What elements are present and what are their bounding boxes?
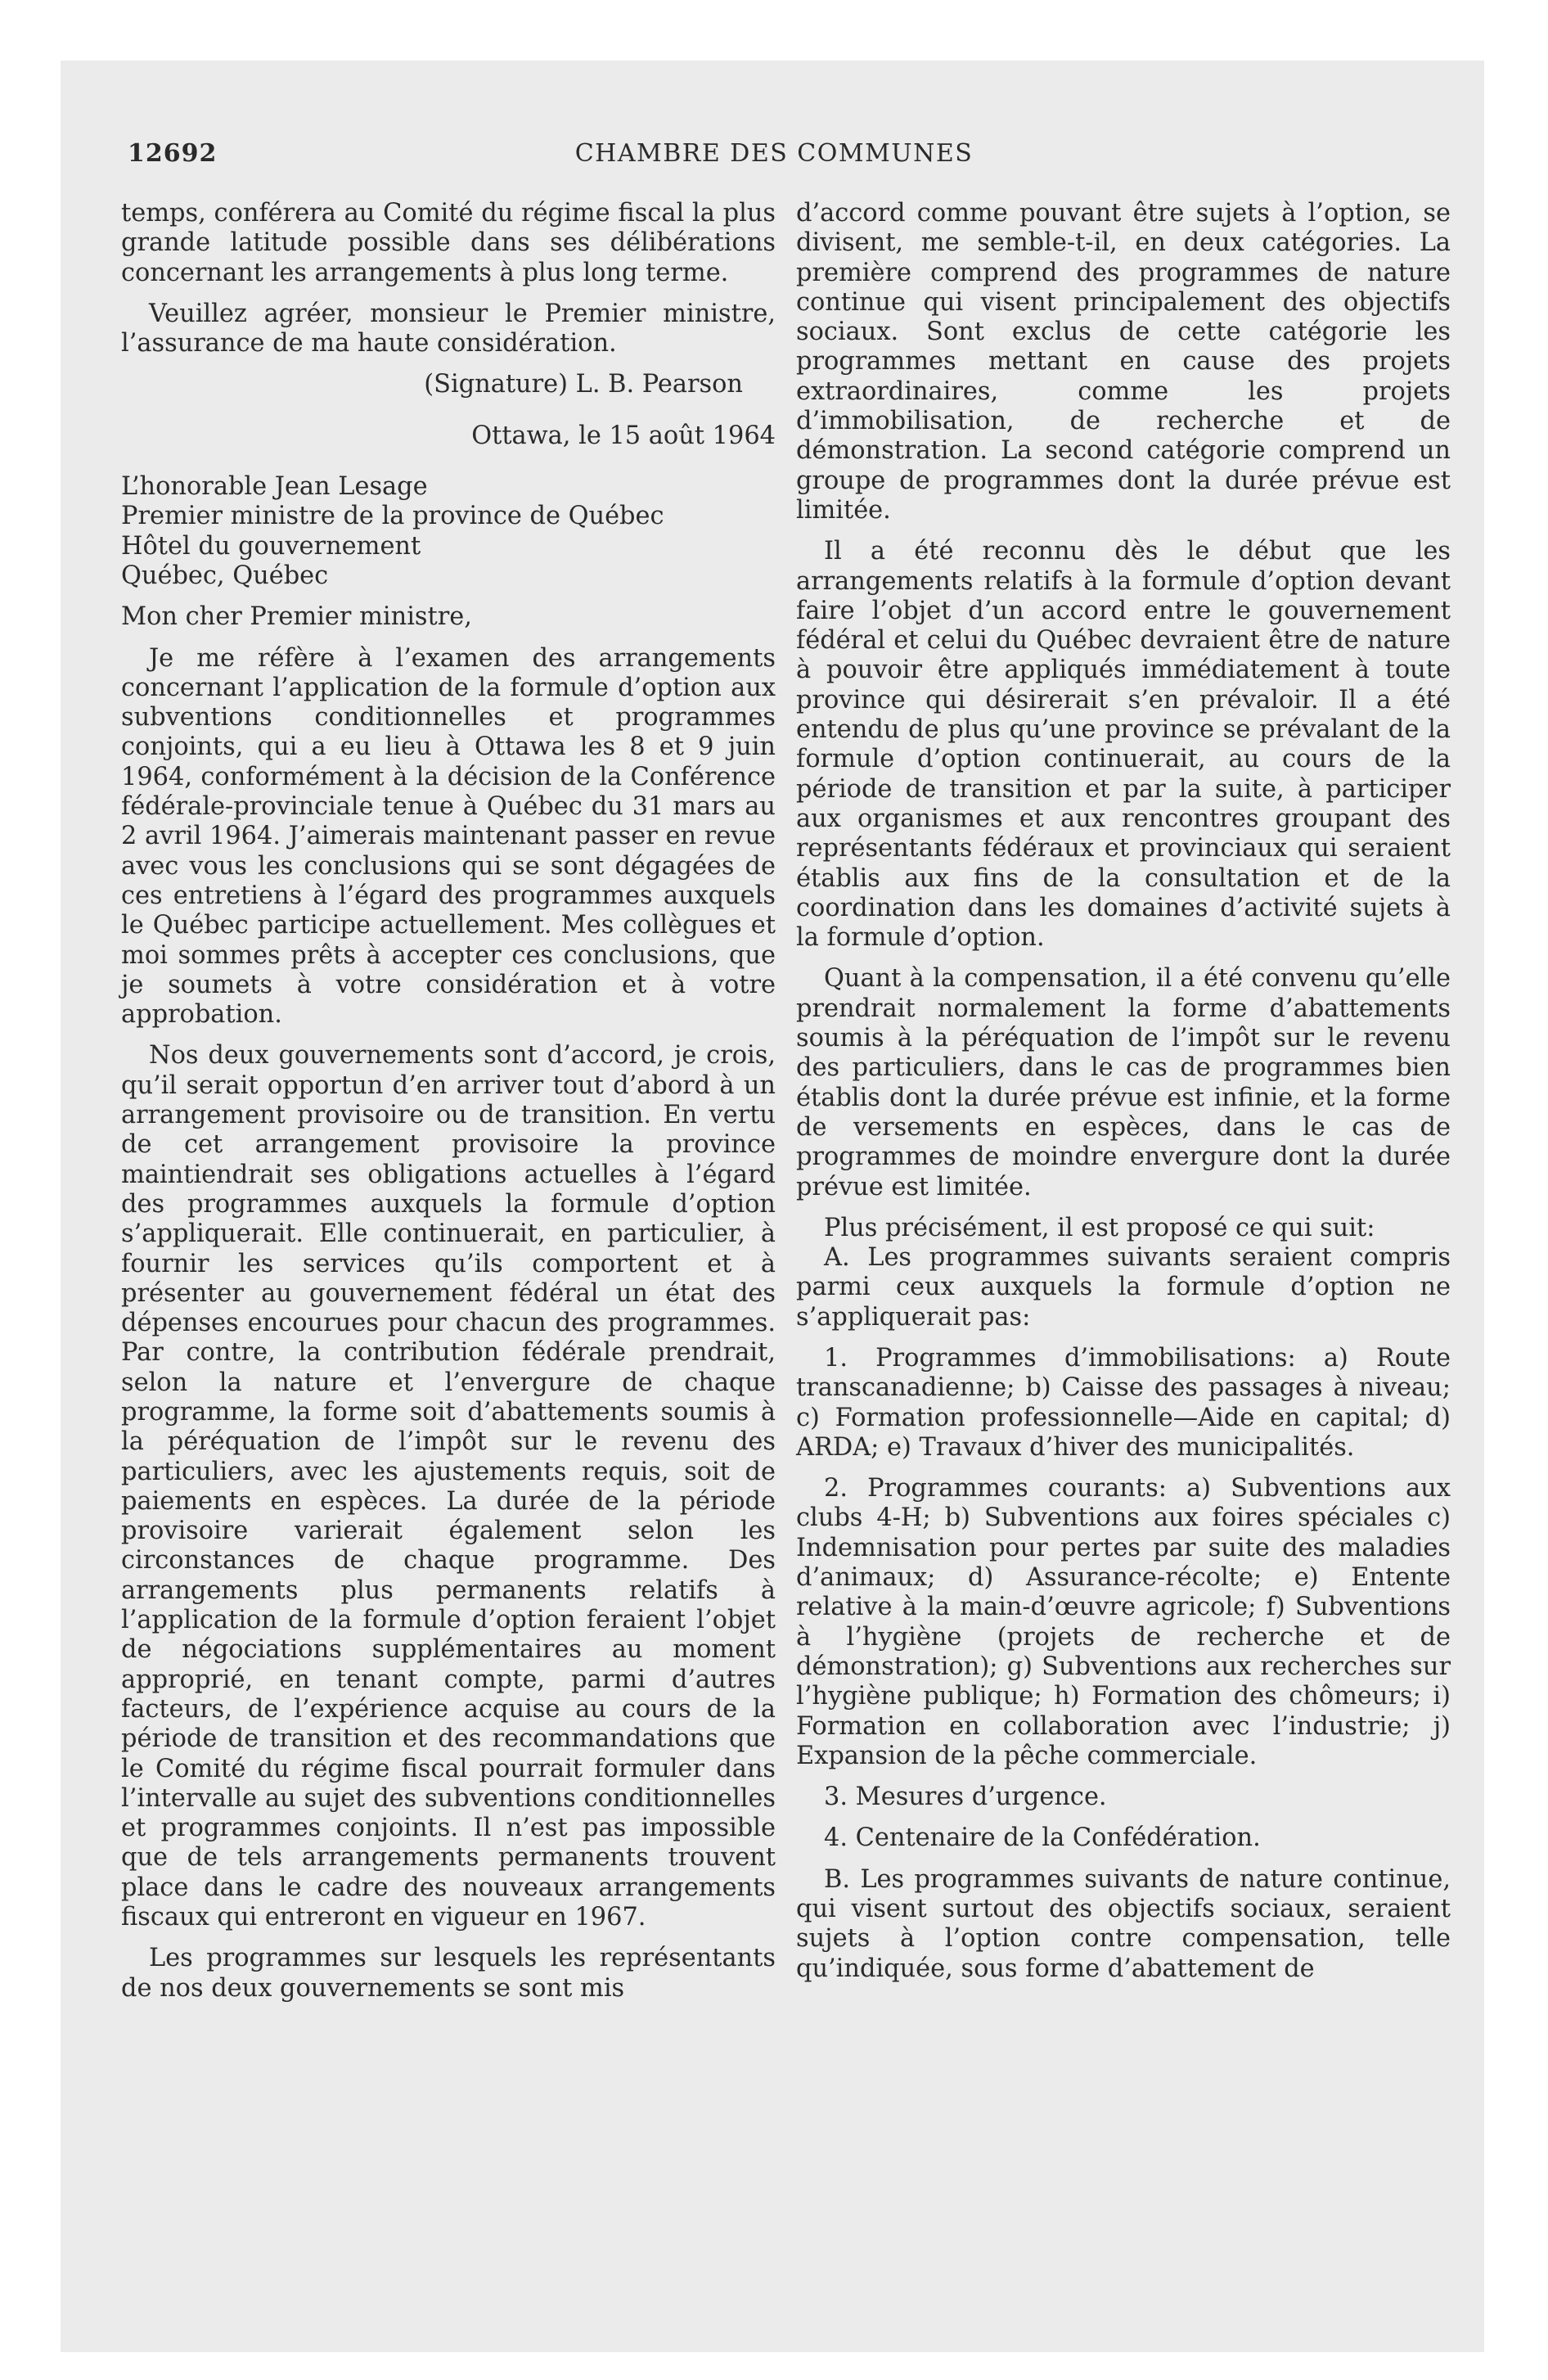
paragraph: temps, conférera au Comité du régime fiscal la plus grande latitude possible dans ses délibérations concernant les arrangements à plus long terme. xyxy=(121,199,776,287)
signature: (Signature) L. B. Pearson xyxy=(424,370,743,399)
list-item: 4. Centenaire de la Confédération. xyxy=(824,1823,1261,1853)
paragraph: Les programmes sur lesquels les représentants de nos deux gouvernements se sont mis xyxy=(121,1944,776,2003)
address-line: Hôtel du gouvernement xyxy=(121,531,421,561)
paragraph: Je me réfère à l’examen des arrangements concernant l’application de la formule d’option aux subventions conditionnelles et programmes conjoints, qui a eu lieu à Ottawa les 8 et 9 juin 1964, conformément à la décision de la Conférence fédérale-provinciale tenue à Québec du 31 mars au 2 avril 1964. J’aimerais maintenant passer en revue avec vous les conclusions qui se sont dégagées de ces entretiens à l’égard des programmes auxquels le Québec participe actuellement. Mes collègues et moi sommes prêts à accepter ces conclusions, que je soumets à votre considération et à votre approbation. xyxy=(121,643,776,1030)
paragraph: Il a été reconnu dès le début que les arrangements relatifs à la formule d’option devant faire l’objet d’un accord entre le gouvernement fédéral et celui du Québec devraient être de nature à pouvoir être appliqués immédiatement à toute province qui désirerait s’en prévaloir. Il a été entendu de plus qu’une province se prévalant de la formule d’option continuerait, au cours de la période de transition et par la suite, à participer aux organismes et aux rencontres groupant des représentants fédéraux et provinciaux qui seraient établis aux fins de la consultation et de la coordination dans les domaines d’activité sujets à la formule d’option. xyxy=(796,537,1451,953)
paragraph: A. Les programmes suivants seraient compris parmi ceux auxquels la formule d’option ne s’appliquerait pas: xyxy=(796,1243,1451,1332)
paragraph: Plus précisément, il est proposé ce qui suit: xyxy=(824,1213,1375,1242)
letter-date: Ottawa, le 15 août 1964 xyxy=(471,421,776,450)
paragraph: Quant à la compensation, il a été convenu qu’elle prendrait normalement la forme d’abattements soumis à la péréquation de l’impôt sur le revenu des particuliers, dans le cas de programmes bien établis dont la durée prévue est infinie, et la forme de versements en espèces, dans le cas de programmes de moindre envergure dont la durée prévue est limitée. xyxy=(796,964,1451,1201)
list-item: 1. Programmes d’immobilisations: a) Route transcanadienne; b) Caisse des passages à niveau; c) Formation professionnelle—Aide en capital; d) ARDA; e) Travaux d’hiver des municipalités. xyxy=(796,1343,1451,1462)
page-number: 12692 xyxy=(128,139,218,168)
paragraph: d’accord comme pouvant être sujets à l’option, se divisent, me semble-t-il, en deux catégories. La première comprend des programmes de nature continue qui visent principalement des objectifs sociaux. Sont exclus de cette catégorie les programmes mettant en cause des projets extraordinaires, comme les projets d’immobilisation, de recherche et de démonstration. La second catégorie comprend un groupe de programmes dont la durée prévue est limitée. xyxy=(796,199,1451,525)
running-head: CHAMBRE DES COMMUNES xyxy=(574,139,974,168)
address-line: Québec, Québec xyxy=(121,561,329,590)
paragraph: Veuillez agréer, monsieur le Premier ministre, l’assurance de ma haute considération. xyxy=(121,299,776,358)
recipient-address xyxy=(121,472,776,591)
paragraph: B. Les programmes suivants de nature continue, qui visent surtout des objectifs sociaux, seraient sujets à l’option contre compensation, telle qu’indiquée, sous forme d’abattement de xyxy=(796,1864,1451,1983)
list-item: 2. Programmes courants: a) Subventions aux clubs 4-H; b) Subventions aux foires spéciales c) Indemnisation pour pertes par suite des maladies d’animaux; d) Assurance-récolte; e) Entente relative à la main-d’œuvre agricole; f) Subventions à l’hygiène (projets de recherche et de démonstration); g) Subventions aux recherches sur l’hygiène publique; h) Formation des chômeurs; i) Formation en collaboration avec l’industrie; j) Expansion de la pêche commerciale. xyxy=(796,1474,1451,1770)
left-column xyxy=(121,199,776,2004)
address-line: Premier ministre de la province de Québec xyxy=(121,502,664,531)
address-line: L’honorable Jean Lesage xyxy=(121,472,428,502)
paragraph: Nos deux gouvernements sont d’accord, je crois, qu’il serait opportun d’en arriver tout d’abord à un arrangement provisoire ou de transition. En vertu de cet arrangement provisoire la province maintiendrait ses obligations actuelles à l’égard des programmes auxquels la formule d’option s’appliquerait. Elle continuerait, en particulier, à fournir les services qu’ils comportent et à présenter au gouvernement fédéral un état des dépenses encourues pour chacun des programmes. Par contre, la contribution fédérale prendrait, selon la nature et l’envergure de chaque programme, la forme soit d’abattements soumis à la péréquation de l’impôt sur le revenu des particuliers, avec les ajustements requis, soit de paiements en espèces. La durée de la période provisoire varierait également selon les circonstances de chaque programme. Des arrangements plus permanents relatifs à l’application de la formule d’option feraient l’objet de négociations supplémentaires au moment approprié, en tenant compte, parmi d’autres facteurs, de l’expérience acquise au cours de la période de transition et des recommandations que le Comité du régime fiscal pourrait formuler dans l’intervalle au sujet des subventions conditionnelles et programmes conjoints. Il n’est pas impossible que de tels arrangements permanents trouvent place dans le cadre des nouveaux arrangements fiscaux qui entreront en vigueur en 1967. xyxy=(121,1041,776,1932)
list-item: 3. Mesures d’urgence. xyxy=(824,1783,1107,1812)
salutation: Mon cher Premier ministre, xyxy=(121,602,472,632)
right-column xyxy=(796,199,1451,1984)
